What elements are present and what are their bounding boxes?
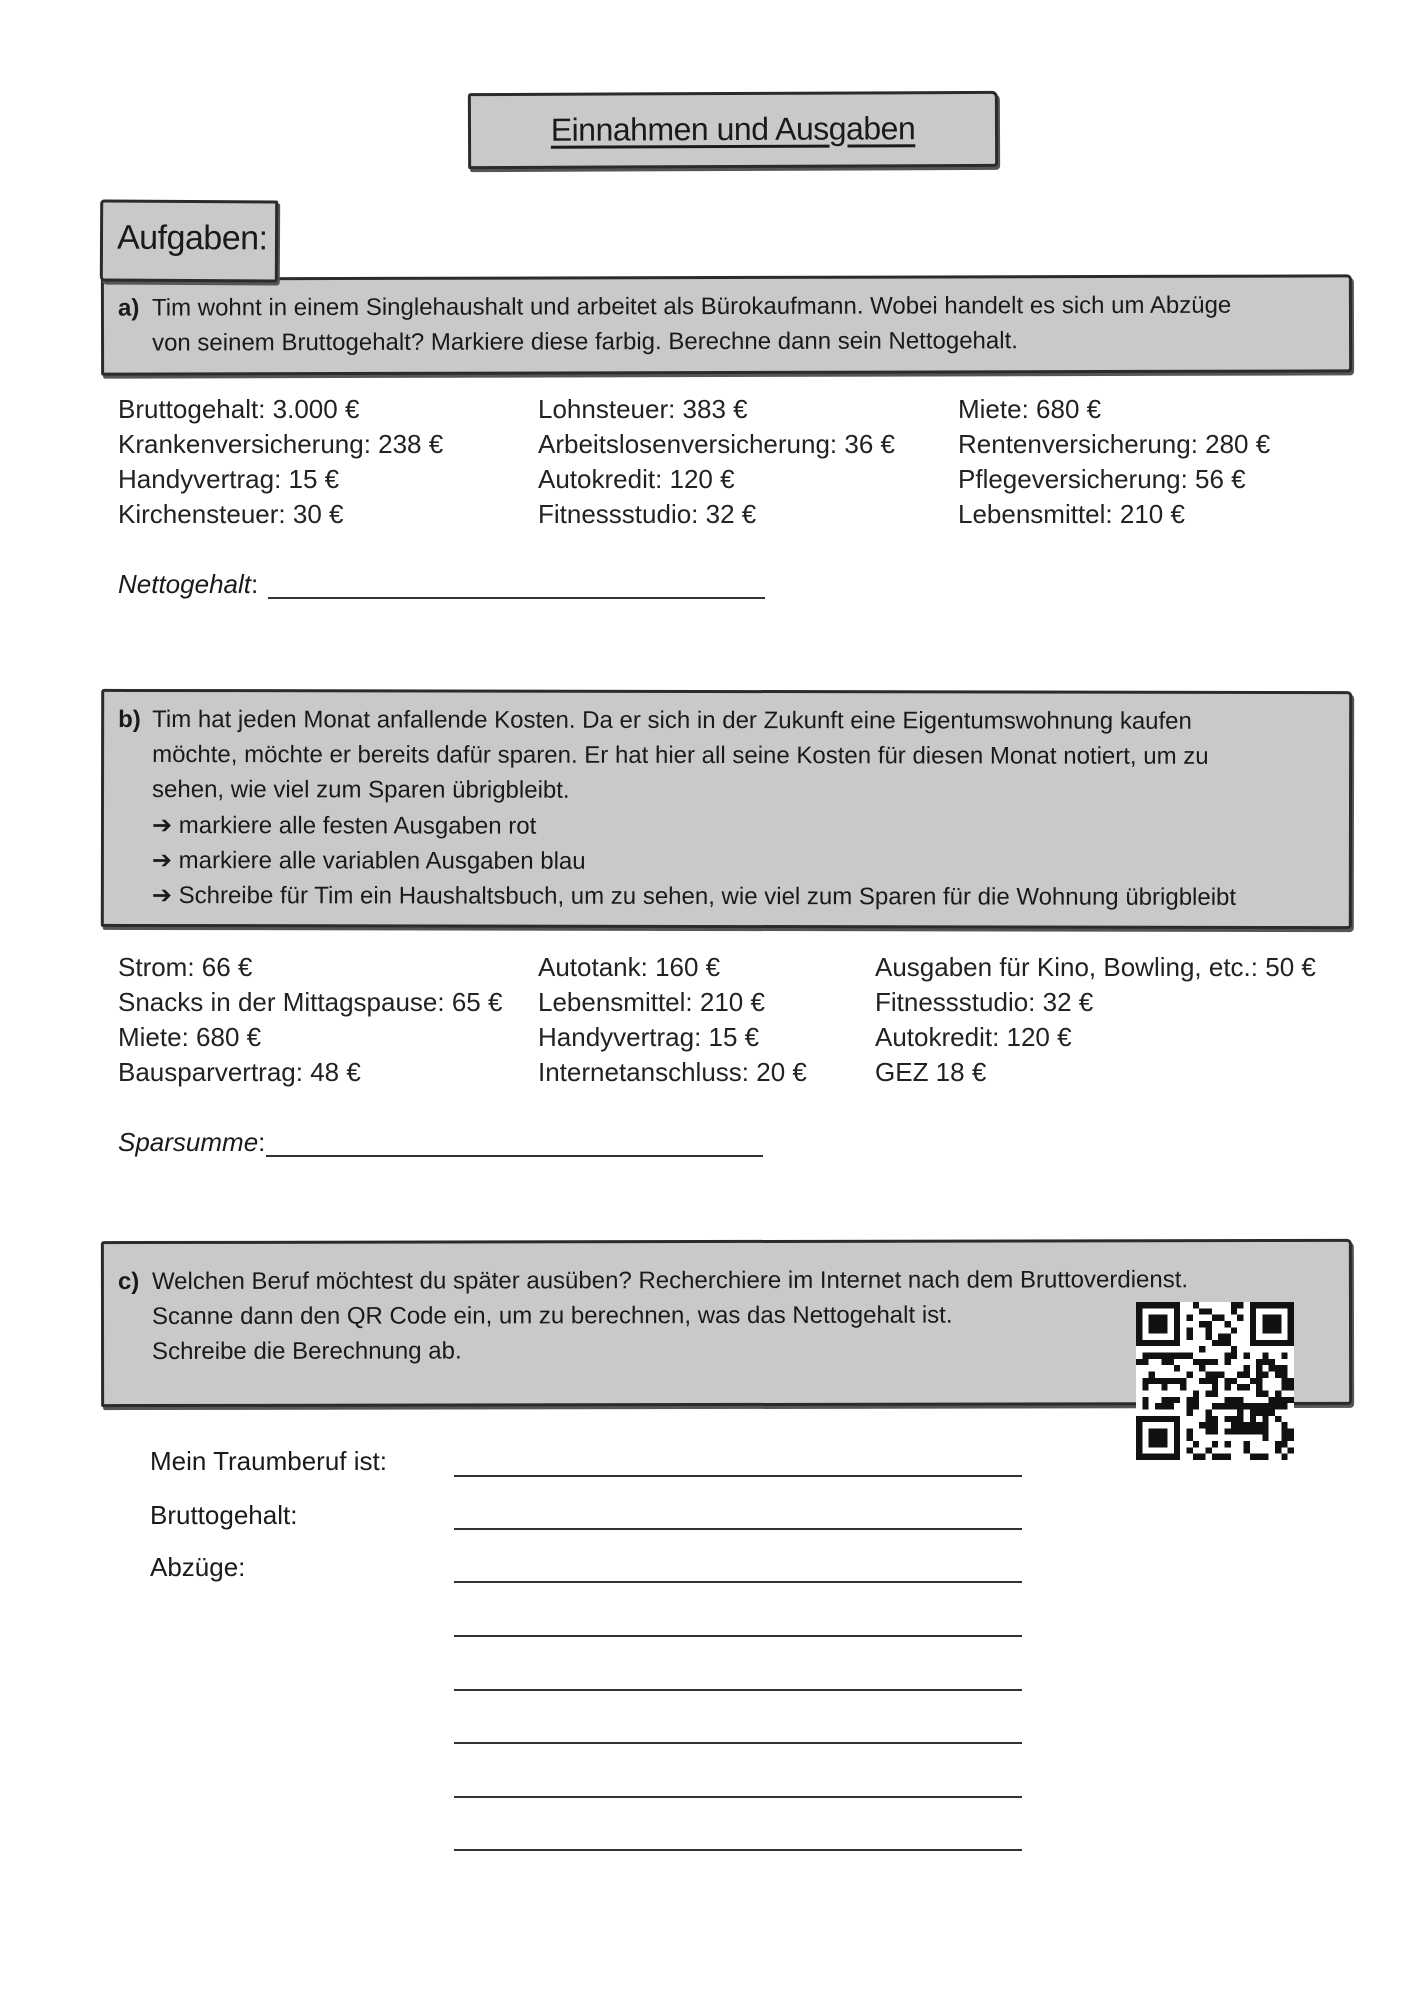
abzuege-label: Abzüge: <box>150 1552 246 1582</box>
task-a-text-line: von seinem Bruttogehalt? Markiere diese farbig. Berechne dann sein Nettogehalt. <box>152 327 1018 357</box>
bruttogehalt-answer-line[interactable] <box>454 1528 1022 1530</box>
sparsumme-answer-line[interactable] <box>266 1155 763 1157</box>
bruttogehalt-label: Bruttogehalt: <box>150 1500 298 1530</box>
task-c-text-line: Scanne dann den QR Code ein, um zu berechnen, was das Nettogehalt ist. <box>151 1301 953 1331</box>
section-heading: Aufgaben: <box>116 218 268 258</box>
qr-code-icon[interactable] <box>1136 1302 1294 1460</box>
task-a-box <box>101 274 1352 375</box>
task-b-text-line: Tim hat jeden Monat anfallende Kosten. Da er sich in der Zukunft eine Eigentumswohnung kaufen <box>152 705 1192 735</box>
nettogehalt-label: Nettogehalt: <box>118 569 259 599</box>
list-item: Autokredit: 120 € <box>538 464 735 494</box>
abzuege-answer-line[interactable] <box>454 1849 1022 1851</box>
list-item: Fitnessstudio: 32 € <box>875 987 1094 1017</box>
list-item: Internetanschluss: 20 € <box>538 1057 807 1087</box>
page-title: Einnahmen und Ausgaben <box>550 110 916 148</box>
list-item: Kirchensteuer: 30 € <box>118 499 344 529</box>
nettogehalt-answer-line[interactable] <box>268 597 765 599</box>
traumberuf-answer-line[interactable] <box>454 1475 1022 1477</box>
task-a-text-line: Tim wohnt in einem Singlehaushalt und arbeitet als Bürokaufmann. Wobei handelt es sich um Abzüge <box>151 291 1232 322</box>
list-item: Arbeitslosenversicherung: 36 € <box>538 429 895 459</box>
abzuege-answer-line[interactable] <box>454 1689 1022 1691</box>
list-item: Autokredit: 120 € <box>875 1022 1072 1052</box>
abzuege-answer-line[interactable] <box>454 1796 1022 1798</box>
list-item: Autotank: 160 € <box>538 952 721 982</box>
task-b-text-line: möchte, möchte er bereits dafür sparen. Er hat hier all seine Kosten für diesen Monat notiert, um zu <box>152 740 1209 770</box>
list-item: Handyvertrag: 15 € <box>118 464 340 494</box>
task-b-text-line: ➔ Schreibe für Tim ein Haushaltsbuch, um zu sehen, wie viel zum Sparen für die Wohnung übrigbleibt <box>151 881 1237 911</box>
list-item: Lohnsteuer: 383 € <box>538 394 748 424</box>
task-c-label: c) <box>117 1268 140 1296</box>
task-b-text-line: ➔ markiere alle festen Ausgaben rot <box>151 811 537 840</box>
list-item: Rentenversicherung: 280 € <box>958 429 1271 459</box>
list-item: Strom: 66 € <box>118 952 253 982</box>
task-a-label: a) <box>117 294 140 322</box>
list-item: Miete: 680 € <box>118 1022 262 1052</box>
traumberuf-label: Mein Traumberuf ist: <box>150 1446 387 1476</box>
abzuege-answer-line[interactable] <box>454 1635 1022 1637</box>
list-item: Snacks in der Mittagspause: 65 € <box>118 987 503 1017</box>
task-b-box <box>101 689 1352 929</box>
task-b-text-line: sehen, wie viel zum Sparen übrigbleibt. <box>152 775 570 804</box>
list-item: Krankenversicherung: 238 € <box>118 429 444 459</box>
abzuege-answer-line[interactable] <box>454 1581 1022 1583</box>
list-item: GEZ 18 € <box>875 1057 987 1087</box>
list-item: Ausgaben für Kino, Bowling, etc.: 50 € <box>875 952 1316 982</box>
list-item: Pflegeversicherung: 56 € <box>958 464 1246 494</box>
task-b-label: b) <box>118 705 141 733</box>
list-item: Lebensmittel: 210 € <box>538 987 765 1017</box>
title-box <box>468 91 998 169</box>
list-item: Bruttogehalt: 3.000 € <box>118 394 360 424</box>
list-item: Handyvertrag: 15 € <box>538 1022 760 1052</box>
list-item: Miete: 680 € <box>958 394 1102 424</box>
list-item: Fitnessstudio: 32 € <box>538 499 757 529</box>
task-c-text-line: Welchen Beruf möchtest du später ausüben? Recherchiere im Internet nach dem Bruttoverdienst. <box>151 1266 1189 1296</box>
task-b-text-line: ➔ markiere alle variablen Ausgaben blau <box>151 846 586 875</box>
task-c-text-line: Schreibe die Berechnung ab. <box>152 1337 462 1366</box>
section-heading-box <box>100 200 278 283</box>
list-item: Lebensmittel: 210 € <box>958 499 1185 529</box>
abzuege-answer-line[interactable] <box>454 1742 1022 1744</box>
list-item: Bausparvertrag: 48 € <box>118 1057 361 1087</box>
sparsumme-label: Sparsumme: <box>118 1127 266 1157</box>
